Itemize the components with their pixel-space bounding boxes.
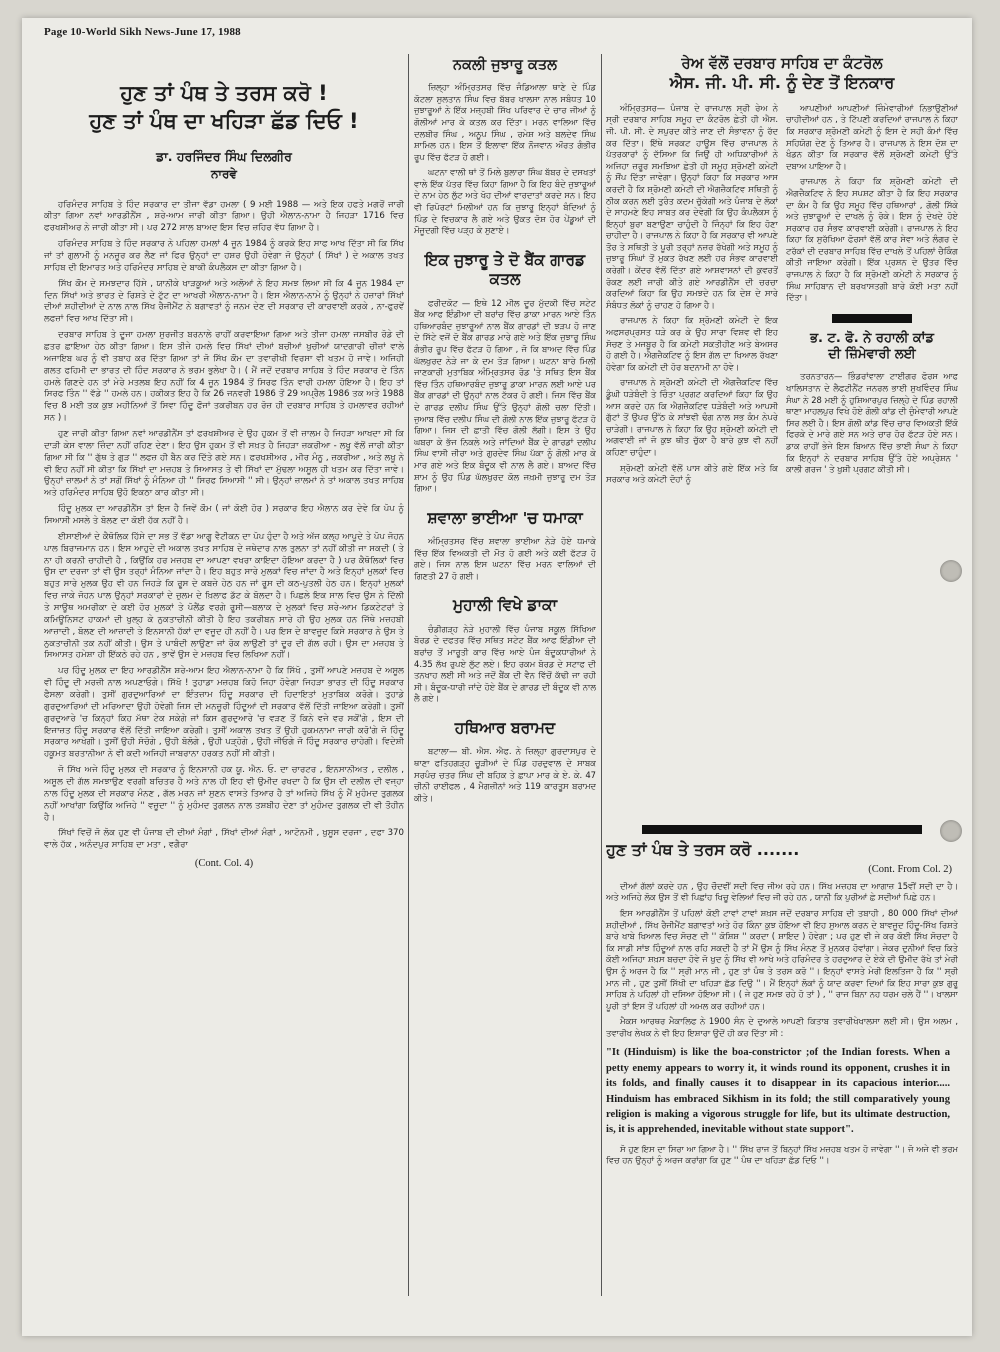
control-headline-line1: ਰੇਅ ਵੱਲੋਂ ਦਰਬਾਰ ਸਾਹਿਬ ਦਾ ਕੰਟਰੋਲ xyxy=(681,54,883,72)
bkf-headline-line1: ਭ. ਟ. ਫੋ. ਨੇ ਰਹਾਲੀ ਕਾਂਡ xyxy=(810,330,934,346)
control-subcolumn-left xyxy=(606,103,778,811)
paragraph: ਰਾਜਪਾਲ ਨੇ ਕਿਹਾ ਕਿ ਸ਼੍ਰੋਮਣੀ ਕਮੇਟੀ ਦੇ ਇਕ ਅਫਸਰਪ੍ਰਸਤ ਧੜੇ ਕਰ ਕੇ ਉਹ ਸਾਰਾ ਵਿਸ਼ਵ ਵੀ ਇਹ ਸੋਚਣ ਤੇ ਮਜਬੂਰ ਹੈ ਕਿ ਕਮੇਟੀ ਸਕਤੀਹੀਣ ਅਤੇ ਬੇਅਸਰ ਹੋ ਗਈ ਹੈ। ਐਗਜ਼ੈਕਟਿਵ ਨੂੰ ਇਸ ਗੱਲ ਦਾ ਖਿਆਲ ਰੱਖਣਾ ਹੋਵੇਗਾ ਕਿ ਕਮੇਟੀ ਦੀ ਹੋਰ ਬਦਨਾਮੀ ਨਾ ਹੋਵੇ। xyxy=(606,315,778,372)
paragraph: ਦਰਬਾਰ ਸਾਹਿਬ ਤੇ ਦੂਜਾ ਹਮਲਾ ਸੁਰਜੀਤ ਬਰਨਾਲੇ ਰਾਹੀਂ ਕਰਵਾਇਆ ਗਿਆ ਅਤੇ ਤੀਜਾ ਹਮਲਾ ਜਸਬੀਰ ਰੋਡੇ ਦੀ ਛਤਰ ਛਾਇਆ ਹੇਠ ਕੀਤਾ ਗਿਆ। ਇਸ ਤੀਜੇ ਹਮਲੇ ਵਿਚ ਸਿੱਖਾਂ ਦੀਆਂ ਬਚੀਆਂ ਖੁਚੀਆਂ ਯਾਦਗਾਰੀ ਚੀਜ਼ਾਂ ਵਾਲੇ ਅਜਾਇਬ ਘਰ ਨੂੰ ਵੀ ਤਬਾਹ ਕਰ ਦਿੱਤਾ ਗਿਆ ਤਾਂ ਜੋ ਸਿੱਖ ਕੌਮ ਦਾ ਤਵਾਰੀਖੀ ਵਿਰਸਾ ਵੀ ਖਤਮ ਹੋ ਜਾਵੇ। ਅਜਿਹੀ ਗਲਤ ਫਹਿਮੀ ਦਾ ਭਾਰਤ ਦੀ ਹਿੰਦ ਸਰਕਾਰ ਨੇ ਭਰਮ ਭੁਲੇਖਾ ਹੈ। ( ਮੈਂ ਜਦੋਂ ਦਰਬਾਰ ਸਾਹਿਬ ਤੇ ਹਿੰਦ ਸਰਕਾਰ ਦੇ ਤਿੰਨ ਹਮਲੇ ਗਿਣਦੇ ਹਨ ਤਾਂ ਮੇਰੇ ਮਤਲਬ ਇਹ ਨਹੀਂ ਕਿ 4 ਜੂਨ 1984 ਤੋਂ ਸਿਰਫ ਤਿੰਨ ਵਾਰੀ ਹਮਲਾ ਹੋਇਆ ਹੈ। ਇਹ ਤਾਂ ਸਿਰਫ ਤਿੰਨ '' ਵੱਡੇ '' ਹਮਲੇ ਹਨ। ਹਕੀਕਤ ਇਹ ਹੈ ਕਿ 26 ਜਨਵਰੀ 1986 ਤੋਂ 29 ਅਪ੍ਰੈਲ 1986 ਤਕ ਅਤੇ 1988 ਵਿਚ 8 ਮਈ ਤਕ ਕੁਝ ਮਹੀਨਿਆਂ ਤੋਂ ਸਿਵਾ ਹਿੰਦੂ ਫੌਜਾਂ ਤਕਰੀਬਨ ਹਰ ਰੋਜ਼ ਹੀ ਦਰਬਾਰ ਸਾਹਿਬ ਤੇ ਹਮਲਾਵਰ ਰਹੀਆਂ ਸਨ )। xyxy=(44,330,404,424)
newspaper-page xyxy=(22,18,972,1336)
main-headline-line1: ਹੁਣ ਤਾਂ ਪੰਥ ਤੇ ਤਰਸ ਕਰੋ ! xyxy=(120,81,328,105)
control-subcolumn-right xyxy=(786,103,958,811)
english-quote: "It (Hinduism) is like the boa-constrictor ;of the Indian forests. When a petty enemy appears to worry it, it winds round its opponent, crushes it in its folds, and finally causes it to disappear in its capacious interior..... Hinduism has embraced Sikhism in its fold; the still comparatively young religion is making a vigorous struggle for life, but its ultimate destruction, is, it is apprehended, inevitable without state support". xyxy=(606,1047,950,1136)
paragraph: ਸਿੱਖ ਕੌਮ ਦੇ ਸਮਝਦਾਰ ਹਿੱਸੇ , ਯਾਨੀਕੇ ਖਾੜਕੂਆਂ ਅਤੇ ਅਲੋਆਂ ਨੇ ਇਹ ਸਮਝ ਲਿਆ ਸੀ ਕਿ 4 ਜੂਨ 1984 ਦਾ ਦਿਨ ਸਿੱਖਾਂ ਅਤੇ ਭਾਰਤ ਦੇ ਰਿਸ਼ਤੇ ਦੇ ਟੁੱਟ ਦਾ ਆਖਰੀ ਐਲਾਨ-ਨਾਮਾ ਹੈ। ਇਸ ਐਲਾਨ-ਨਾਮੇ ਨੂੰ ਉਨ੍ਹਾਂ ਨੇ ਹਜ਼ਾਰਾਂ ਸਿੱਖਾਂ ਦੀਆਂ ਸ਼ਹੀਦੀਆਂ ਦੇ ਨਾਲ ਨਾਲ ਸਿੱਖ ਰੈਜੀਮੈਂਟ ਨੇ ਬਗਾਵਤਾਂ ਨੂੰ ਜਨਮ ਦੇਣ ਦੀ ਸਰਕਾਰ ਦੀ ਕਾਰਵਾਈ ਕਰਕੇ , ਨਾ-ਫੁਰਵੇਂ ਲਫਜ਼ਾਂ ਵਿਚ ਆਖ ਦਿੱਤਾ ਸੀ। xyxy=(44,278,404,325)
paragraph: ਆਪਣੀਆਂ ਆਪਣੀਆਂ ਜ਼ਿੰਮੇਵਾਰੀਆਂ ਨਿਭਾਉਣੀਆਂ ਚਾਹੀਦੀਆਂ ਹਨ , ਤੇ ਟਿੱਪਣੀ ਕਰਦਿਆਂ ਰਾਜਪਾਲ ਨੇ ਕਿਹਾ ਕਿ ਸਰਕਾਰ ਸ਼੍ਰੋਮਣੀ ਕਮੇਟੀ ਨੂੰ ਇਸ ਦੇ ਸਹੀ ਕੰਮਾਂ ਵਿੱਚ ਸਹਿਯੋਗ ਦੇਣ ਨੂੰ ਤਿਆਰ ਹੈ। ਰਾਜਪਾਲ ਨੇ ਇਸ ਦੋਸ਼ ਦਾ ਖੰਡਨ ਕੀਤਾ ਕਿ ਸਰਕਾਰ ਵੱਲੋਂ ਸ਼੍ਰੋਮਣੀ ਕਮੇਟੀ ਉੱਤੇ ਦਬਾਅ ਪਾਇਆ ਹੈ। xyxy=(786,102,958,171)
author-place: ਨਾਰਵੇ xyxy=(211,166,237,181)
section-bar xyxy=(642,825,922,834)
news-column xyxy=(414,54,596,1316)
paragraph: ਚੰਡੀਗੜ੍ਹ ਨੇੜੇ ਮੁਹਾਲੀ ਵਿੱਚ ਪੰਜਾਬ ਸਕੂਲ ਸਿੱਖਿਆ ਬੋਰਡ ਦੇ ਦਫਤਰ ਵਿੱਚ ਸਥਿਤ ਸਟੇਟ ਬੈਂਕ ਆਫ ਇੰਡੀਆ ਦੀ ਬਰਾਂਚ ਤੋਂ ਮਾਰੂਤੀ ਕਾਰ ਵਿੱਚ ਆਏ ਪੰਜ ਬੰਦੂਕਧਾਰੀਆਂ ਨੇ 4.35 ਲੱਖ ਰੁਪਏ ਲੁੱਟ ਲਏ। ਇਹ ਰਕਮ ਬੋਰਡ ਦੇ ਸਟਾਫ ਦੀ ਤਨਖਾਹ ਲਈ ਸੀ ਅਤੇ ਜਦੋਂ ਬੈਂਕ ਦੀ ਵੈਨ ਵਿੱਚੋਂ ਕੱਢੀ ਜਾ ਰਹੀ ਸੀ। ਬੰਦੂਕ-ਧਾਰੀ ਜਾਂਦੇ ਹੋਏ ਬੈਂਕ ਦੇ ਗਾਰਡ ਦੀ ਬੰਦੂਕ ਵੀ ਨਾਲ ਲੈ ਗਏ। xyxy=(414,623,596,704)
paragraph: ਰਾਜਪਾਲ ਨੇ ਸ਼੍ਰੋਮਣੀ ਕਮੇਟੀ ਦੀ ਐਗਜ਼ੈਕਟਿਵ ਵਿੱਚ ਡੂੰਘੀ ਧੜੇਬੰਦੀ ਤੇ ਚਿੰਤਾ ਪ੍ਰਗਟ ਕਰਦਿਆਂ ਕਿਹਾ ਕਿ ਉਹ ਆਸ ਕਰਦੇ ਹਨ ਕਿ ਐਗਜ਼ੈਕਟਿਵ ਧੜੇਬੰਦੀ ਅਤੇ ਆਪਸੀ ਗੁੱਟਾਂ ਤੋਂ ਉਪਰ ਉੱਠ ਕੇ ਸਾਂਝਵੀ ਢੰਗ ਨਾਲ ਸਭ ਕੰਮ ਨੇਪਰੇ ਚਾੜੇਗੀ। ਰਾਜਪਾਲ ਨੇ ਕਿਹਾ ਕਿ ਉਹ ਸ਼੍ਰੋਮਣੀ ਕਮੇਟੀ ਦੀ ਅਗਵਾਈ ਜਾਂ ਜੋ ਕੁਝ ਥੀਤ ਚੁੱਕਾ ਹੈ ਬਾਰੇ ਕੁਝ ਵੀ ਨਹੀਂ ਕਹਿਣਾ ਚਾਹੁੰਦਾ। xyxy=(606,377,778,457)
paragraph: ਤਰਨਤਾਰਨ— ਭਿੰਡਰਾਂਵਾਲਾ ਟਾਈਗਰ ਫੋਰਸ ਆਫ ਖਾਲਿਸਤਾਨ ਦੇ ਲੈਫਟੀਨੈਂਟ ਜਨਰਲ ਭਾਈ ਸੁਖਵਿੰਦਰ ਸਿੰਘ ਸੰਘਾ ਨੇ 28 ਮਈ ਨੂੰ ਹੁਸ਼ਿਆਰਪੁਰ ਜ਼ਿਲ੍ਹੇ ਦੇ ਪਿੰਡ ਰਹਾਲੀ ਥਾਣਾ ਮਾਹਲਪੁਰ ਵਿਖੇ ਹੋਏ ਗੋਲੀ ਕਾਂਡ ਦੀ ਜ਼ੁੰਮੇਵਾਰੀ ਆਪਣੇ ਸਿਰ ਲਈ ਹੈ। ਇਸ ਗੋਲੀ ਕਾਂਡ ਵਿੱਚ ਚਾਰ ਵਿਅਕਤੀ ਇੱਕੋ ਫਿਰਕੇ ਦੇ ਮਾਰੇ ਗਏ ਸਨ ਅਤੇ ਚਾਰ ਹੋਰ ਫੱਟੜ ਹੋਏ ਸਨ। ਡਾਕ ਰਾਹੀਂ ਭੇਜੇ ਇਸ ਬਿਆਨ ਵਿੱਚ ਭਾਈ ਸੰਘਾ ਨੇ ਕਿਹਾ ਕਿ ਇਨ੍ਹਾਂ ਨੇ ਦਰਬਾਰ ਸਾਹਿਬ ਉੱਤੇ ਹੋਏ ਅਪ੍ਰੇਸ਼ਨ ' ਕਾਲੀ ਗਰਜ ' ਤੇ ਖੁਸ਼ੀ ਪ੍ਰਗਟ ਕੀਤੀ ਸੀ। xyxy=(786,371,958,475)
headline-mohali: ਮੁਹਾਲੀ ਵਿਖੇ ਡਾਕਾ xyxy=(452,596,558,615)
paragraph: ਹੁਣ ਜਾਰੀ ਕੀਤਾ ਗਿਆ ਨਵਾਂ ਆਰਡੀਨੈਂਸ ਤਾਂ ਫਰਖਸ਼ੀਅਰ ਦੇ ਉਹ ਹੁਕਮ ਤੋਂ ਵੀ ਜ਼ਾਲਮ ਹੈ ਜਿਹੜਾ ਆਖਦਾ ਸੀ ਕਿ ਦਾੜੀ ਕੇਸ ਵਾਲਾ ਜ਼ਿੰਦਾ ਨਹੀਂ ਰਹਿਣ ਦੇਣਾ। ਇਹ ਉਸ ਹੁਕਮ ਤੋਂ ਵੀ ਸਖ਼ਤ ਹੈ ਜਿਹੜਾ ਜ਼ਕਰੀਆ - ਲਖੂ ਵੱਲੋਂ ਜਾਰੀ ਕੀਤਾ ਗਿਆ ਸੀ ਕਿ '' ਗੁੱਥ ਤੇ ਗੁੜ '' ਲਫਜ਼ ਹੀ ਬੈਨ ਕਰ ਦਿੱਤੇ ਗਏ ਸਨ। ਫਰਖਸ਼ੀਅਰ , ਮੀਰ ਮੰਨੂ , ਜ਼ਕਰੀਆ , ਅਤੇ ਲਖੂ ਨੇ ਵੀ ਇਹ ਨਹੀਂ ਸੀ ਕੀਤਾ ਕਿ ਸਿੱਖਾਂ ਦਾ ਮਜ਼ਹਬ ਤੇ ਸਿਆਸਤ ਤੇ ਵੀ ਸਿੱਖਾਂ ਦਾ ਮੁੱਢਲਾ ਅਸੂਲ ਹੀ ਖਤਮ ਕਰ ਦਿੱਤਾ ਜਾਵੇ। ਉਨ੍ਹਾਂ ਜ਼ਾਲਮਾਂ ਨੇ ਤਾਂ ਸਗੋਂ ਸਿੱਖਾਂ ਨੂੰ ਮੰਨਿਆ ਹੀ '' ਸਿਰਫ ਸਿਆਸੀ '' ਸੀ। ਉਨ੍ਹਾਂ ਜ਼ਾਲਮਾਂ ਨੇ ਤਾਂ ਅਕਾਲ ਤਖਤ ਸਾਹਿਬ ਅਤੇ ਹਰਿਮੰਦਰ ਸਾਹਿਬ ਉਹੋ ਇਕਠਾ ਕਾਰ ਕੀਤਾ ਸੀ। xyxy=(44,428,404,499)
column-rule xyxy=(408,54,409,1296)
control-subcolumns xyxy=(606,103,958,811)
headline-bank: ਇਕ ਜੁਝਾਰੂ ਤੇ ਦੋ ਬੈਂਕ ਗਾਰਡ ਕਤਲ xyxy=(424,250,586,289)
paragraph: ਰਾਜਪਾਲ ਨੇ ਕਿਹਾ ਕਿ ਸ਼੍ਰੋਮਣੀ ਕਮੇਟੀ ਦੀ ਐਗਜ਼ੈਕਟਿਵ ਨੇ ਇਹ ਸਪਸ਼ਟ ਕੀਤਾ ਹੈ ਕਿ ਇਹ ਸਰਕਾਰ ਦਾ ਕੰਮ ਹੈ ਕਿ ਉਹ ਸਮੂਹ ਵਿੱਚ ਹਥਿਆਰਾਂ , ਗੋਲੀ ਸਿੱਕੇ ਅਤੇ ਜੁਝਾਰੂਆਂ ਦੇ ਦਾਖਲੇ ਨੂੰ ਰੋਕੇ। ਇਸ ਨੂੰ ਦੇਖਦੇ ਹੋਏ ਸਰਕਾਰ ਹਰ ਸੰਭਵ ਕਾਰਵਾਈ ਕਰੇਗੀ। ਰਾਜਪਾਲ ਨੇ ਇਹ ਕਿਹਾ ਕਿ ਸੁਰੱਖਿਆ ਫੋਰਸਾਂ ਵੱਲੋਂ ਕਾਰ ਸੇਵਾ ਅਤੇ ਲੰਗਰ ਦੇ ਟਰੱਕਾਂ ਦੀ ਦਰਬਾਰ ਸਾਹਿਬ ਵਿੱਚ ਦਾਖਲੇ ਤੋਂ ਪਹਿਲਾਂ ਚੈਕਿੰਗ ਕੀਤੀ ਜਾਇਆ ਕਰੇਗੀ। ਇੱਕ ਪ੍ਰਸ਼ਨ ਦੇ ਉਤਰ ਵਿੱਚ ਰਾਜਪਾਲ ਨੇ ਕਿਹਾ ਹੈ ਕਿ ਸ਼੍ਰੋਮਣੀ ਕਮੇਟੀ ਨੇ ਸਰਕਾਰ ਨੂੰ ਸਿੰਘ ਸਾਹਿਬਾਨ ਦੀ ਬਰਖਾਸਤਗੀ ਬਾਰੇ ਕੋਈ ਮਤਾ ਨਹੀਂ ਦਿੱਤਾ। xyxy=(786,176,958,303)
headline-arms: ਹਥਿਆਰ ਬਰਾਮਦ xyxy=(454,718,556,737)
paragraph: ਹਿੰਦੂ ਮੁਲਕ ਦਾ ਆਰਡੀਨੈਂਸ ਤਾਂ ਇਜ ਹੈ ਜਿਵੇਂ ਕੌਮ ( ਜਾਂ ਕੋਈ ਹੋਰ ) ਸਰਕਾਰ ਇਹ ਐਲਾਨ ਕਰ ਦੇਵੇ ਕਿ ਪੋਪ ਨੂੰ ਸਿਆਸੀ ਮਸਲੇ ਤੇ ਬੋਲਣ ਦਾ ਕੋਈ ਹੱਕ ਨਹੀਂ ਹੈ। xyxy=(44,504,404,526)
binder-hole xyxy=(940,820,962,842)
control-article xyxy=(606,54,958,1316)
section-bar xyxy=(832,314,912,323)
author-byline: ਡਾ. ਹਰਜਿੰਦਰ ਸਿੰਘ ਦਿਲਗੀਰ xyxy=(156,148,292,164)
page-folio: Page 10-World Sikh News-June 17, 1988 xyxy=(44,26,241,38)
paragraph: ਇਸ ਆਰਡੀਨੈਂਸ ਤੋਂ ਪਹਿਲਾਂ ਕੋਈ ਟਾਵਾਂ ਟਾਵਾਂ ਸ਼ਖ਼ਸ ਜਦੋਂ ਦਰਬਾਰ ਸਾਹਿਬ ਦੀ ਤਬਾਹੀ , 80 000 ਸਿੱਖਾਂ ਦੀਆਂ ਸ਼ਹੀਦੀਆਂ , ਸਿੱਖ ਰੈਜੀਮੈਂਟ ਬਗਾਵਤਾਂ ਅਤੇ ਹੋਰ ਕਿੰਨਾ ਕੁਝ ਹੋਇਆ ਵੀ ਇਹ ਸੁਆਲ ਕਰਨ ਦੇ ਬਾਵਜੂਦ ਹਿੰਦੂ-ਸਿੱਖ ਰਿਸ਼ਤੇ ਬਾਰੇ ਖਾਬੇ ਖਿਆਲ ਵਿਚ ਸੋਚਣ ਦੀ '' ਕੋਸ਼ਿਸ਼ '' ਕਰਦਾ ( ਸ਼ਾਇਦ ) ਹੋਵੇਗਾ ; ਪਰ ਹੁਣ ਵੀ ਜੇ ਕਰ ਕੋਈ ਸਿੱਖ ਸੋਚਦਾ ਹੈ ਕਿ ਸਾਡੀ ਸਾਂਝ ਹਿੰਦੂਆਂ ਨਾਲ ਰਹਿ ਸਕਦੀ ਹੈ ਤਾਂ ਮੈਂ ਉਸ ਨੂੰ ਸਿੱਖ ਮੰਨਣ ਤੋਂ ਮੁਨਕਰ ਹੋਵਾਂਗਾ। ਜੇਕਰ ਦੁਨੀਆਂ ਵਿਚ ਕਿਤੇ ਕੋਈ ਅਜਿਹਾ ਸ਼ਖ਼ਸ ਬਚਦਾ ਹੋਵੇ ਜੋ ਖੁਦ ਨੂੰ ਸਿੱਖ ਵੀ ਆਖੇ ਅਤੇ ਹਰਿਮੰਦਰ ਤੇ ਹਰਦੁਆਰ ਦੇ ਏਕੇ ਦੀ ਉਮੀਦ ਰੱਖੇ ਤਾਂ ਮੇਰੀ ਉਸ ਨੂੰ ਅਰਜ ਹੈ ਕਿ '' ਸ੍ਰੀ ਮਾਨ ਜੀ , ਹੁਣ ਤਾਂ ਪੰਥ ਤੇ ਤਰਸ ਕਰੋ ''। ਇਨ੍ਹਾਂ ਵਾਸਤੇ ਮੇਰੀ ਇਲਤਿਜਾ ਹੈ ਕਿ '' ਸ੍ਰੀ ਮਾਨ ਜੀ , ਹੁਣ ਤੁਸੀਂ ਸਿੱਖੀ ਦਾ ਖਹਿੜਾ ਛੱਡ ਦਿਉ ''। ਮੈਂ ਇਨ੍ਹਾਂ ਲੋਕਾਂ ਨੂੰ ਯਾਦ ਕਰਵਾ ਦਿਆਂ ਕਿ ਇਹ ਸਾਰਾ ਕੁਝ ਗੁਰੂ ਸਾਹਿਬ ਨੇ ਪਹਿਲਾਂ ਹੀ ਦਸਿਆ ਹੋਇਆ ਸੀ। ( ਜੇ ਹੁਣ ਸਮਝ ਰਹੇ ਹੋ ਤਾਂ ) , '' ਰਾਜ ਬਿਨਾ ਨਹ ਧਰਮ ਚਲੇ ਹੈਂ ''। ਖਾਲਸਾ ਪੂਰੀ ਤਾਂ ਇਸ ਤੋਂ ਪਹਿਲਾਂ ਹੀ ਅਮਲ ਕਰ ਰਹੀਆਂ ਹਨ। xyxy=(606,907,958,1011)
paragraph: ਸੋ ਹੁਣ ਇਸ ਦਾ ਸਿਰਾ ਆ ਗਿਆ ਹੈ। '' ਸਿੱਖ ਰਾਜ ਤੋਂ ਬਿਨ੍ਹਾਂ ਸਿੱਖ ਮਜ਼ਹਬ ਖਤਮ ਹੋ ਜਾਵੇਗਾ ''। ਜੋ ਅਜੇ ਵੀ ਭਰਮ ਵਿਚ ਹਨ ਉਨ੍ਹਾਂ ਨੂੰ ਅਰਜ ਕਰਾਂਗਾ ਕਿ ਹੁਣ '' ਪੰਥ ਦਾ ਖਹਿੜਾ ਛੱਡ ਦਿਓ ''। xyxy=(606,1143,958,1166)
paragraph: ਸ਼੍ਰੋਮਣੀ ਕਮੇਟੀ ਵੱਲੋਂ ਪਾਸ ਕੀਤੇ ਗਏ ਇੱਕ ਮਤੇ ਕਿ ਸਰਕਾਰ ਅਤੇ ਕਮੇਟੀ ਦੋਹਾਂ ਨੂੰ xyxy=(606,462,778,485)
paragraph: ਈਸਾਈਆਂ ਦੇ ਕੈਥੋਲਿਕ ਹਿੱਸੇ ਦਾ ਸਭ ਤੋਂ ਵੱਡਾ ਆਗੂ ਵੈਟੀਕਨ ਦਾ ਪੋਪ ਹੁੰਦਾ ਹੈ ਅਤੇ ਅੱਜ ਕਲ੍ਹ ਆਪੂਦੇ ਤੇ ਪੋਪ ਜੋਹਨ ਪਾਲ ਬਿਰਾਜਮਾਨ ਹਨ। ਇਸ ਆਹੁਦੇ ਦੀ ਅਕਾਲ ਤਖਤ ਸਾਹਿਬ ਦੇ ਜਥੇਦਾਰ ਨਾਲ ਤੁਲਨਾ ਤਾਂ ਨਹੀਂ ਕੀਤੀ ਜਾ ਸਕਦੀ ( ਤੇ ਨਾ ਹੀ ਕਰਨੀ ਚਾਹੀਦੀ ਹੈ , ਕਿਉਂਕਿ ਹਰ ਮਜ਼ਹਬ ਦਾ ਆਪਣਾ ਵਖਰਾ ਕਾਇਦਾ ਹੋਇਆ ਕਰਦਾ ਹੈ ) ਪਰ ਕੈਥੋਲਿਕਾਂ ਵਿਚ ਉਸ ਦਾ ਦਰਜਾ ਤਾਂ ਵੀ ਉਸ ਤਰ੍ਹਾਂ ਮੰਨਿਆ ਜਾਂਦਾ ਹੈ। ਇਹ ਬਹੁਤ ਸਾਰੇ ਮੁਲਕਾਂ ਵਿਚ ਜਾਂਦਾ ਹੈ ਅਤੇ ਇਨ੍ਹਾਂ ਮੁਲਕਾਂ ਵਿਚ ਬਹੁਤ ਸਾਰੇ ਮੁਲਕ ਉਹ ਵੀ ਹਨ ਜਿਹੜੇ ਕਿ ਰੂਸ ਦੇ ਕਬਜ਼ੇ ਹੇਠ ਹਨ ਜਾਂ ਰੂਸ ਦੀ ਕਠ-ਪੁਤਲੀ ਹੇਠ ਹਨ। ਇਨ੍ਹਾਂ ਮੁਲਕਾਂ ਵਿਚ ਜਾਕੇ ਜੋਹਨ ਪਾਲ ਉਨ੍ਹਾਂ ਸਰਕਾਰਾਂ ਦੇ ਜ਼ੁਲਮ ਦੇ ਖ਼ਿਲਾਫ ਡੱਟ ਕੇ ਬੋਲਦਾ ਹੈ। ਪਿਛਲੇ ਇਕ ਸਾਲ ਵਿਚ ਉਸ ਨੇ ਦਿੱਲੀ ਤੇ ਸਾਊਥ ਅਮਰੀਕਾ ਦੇ ਕਈ ਹੋਰ ਮੁਲਕਾਂ ਤੇ ਪੋਲੈਂਡ ਵਰਗੇ ਰੂਸੀ—ਬਲਾਕ ਦੇ ਮੁਲਕਾਂ ਵਿਚ ਸ਼ਰੇ-ਆਮ ਡਿਕਟੇਟਰਾਂ ਤੇ ਕਮਿਊਨਿਸਟ ਹਾਕਮਾਂ ਦੀ ਖੁਲ੍ਹ ਕੇ ਨੁਕਤਾਚੀਨੀ ਕੀਤੀ ਹੈ ਇਹ ਤਕਰੀਬਨ ਸਾਰੇ ਹੀ ਉਹ ਮੁਲਕ ਹਨ ਜਿੱਥੇ ਮਜ਼ਹਬੀ ਆਜ਼ਾਦੀ , ਬੋਲਣ ਦੀ ਆਜ਼ਾਦੀ ਤੇ ਇਨਸਾਨੀ ਹੱਕਾਂ ਦਾ ਵਜੂਦ ਹੀ ਨਹੀਂ ਹੈ। ਪਰ ਇਸ ਦੇ ਬਾਵਜੂਦ ਕਿਸੇ ਸਰਕਾਰ ਨੇ ਉਸ ਤੇ ਨੁਕਤਾਚੀਨੀ ਤਕ ਨਹੀਂ ਕੀਤੀ। ਉਸ ਤੇ ਪਾਬੰਦੀ ਲਾਉਣਾ ਜਾਂ ਰੋਕ ਲਾਉਣੀ ਤਾਂ ਦੂਰ ਦੀ ਗੱਲ ਰਹੀ। ਉਸ ਦਾ ਮਜ਼ਹਬ ਤੇ ਸਿਆਸਤ ਹਮੇਸ਼ਾ ਹੀ ਇੱਕਠੇ ਰਹੇ ਹਨ , ਭਾਵੇਂ ਉਸ ਦੇ ਮਜ਼ਹਬ ਵਿਚ ਲਿਖਿਆ ਨਹੀਂ। xyxy=(44,531,404,661)
paragraph: ਦੀਆਂ ਗੱਲਾਂ ਕਰਦੇ ਹਨ , ਉਹ ਚੌਦਵੀਂ ਸਦੀ ਵਿਚ ਜੀਅ ਰਹੇ ਹਨ। ਸਿੱਖ ਮਜ਼ਹਬ ਦਾ ਆਗਾਜ਼ 15ਵੀਂ ਸਦੀ ਦਾ ਹੈ। ਅਤੇ ਅਜਿਹੇ ਲੋਕ ਉਸ ਤੋਂ ਵੀ ਪਿਛਾਂਹ ਖਿਚੂ ਵੇਲਿਆਂ ਵਿਚ ਜੀ ਰਹੇ ਹਨ , ਯਾਨੀ ਕਿ ਪੁਰੀਆਂ ਛੇ ਸਦੀਆਂ ਪਿਛੇ ਹਨ। xyxy=(606,880,958,903)
paragraph: ਅੰਮ੍ਰਿਤਸਰ ਵਿੱਚ ਸ਼ਵਾਲਾ ਭਾਈਆ ਨੇੜੇ ਹੋਏ ਧਮਾਕੇ ਵਿੱਚ ਇੱਕ ਵਿਅਕਤੀ ਦੀ ਮੌਤ ਹੋ ਗਈ ਅਤੇ ਕਈ ਫੱਟੜ ਹੋ ਗਏ। ਜਿਸ ਨਾਲ ਇਸ ਘਟਨਾ ਵਿੱਚ ਮਰਨ ਵਾਲਿਆਂ ਦੀ ਗਿਣਤੀ 27 ਹੋ ਗਈ। xyxy=(414,536,596,581)
paragraph: ਮੈਕਸ ਆਰਥਰ ਮੈਕਾਲਿਫ ਨੇ 1900 ਸੰਨ ਦੇ ਦੁਆਲੇ ਆਪਣੀ ਕਿਤਾਬ ਤਵਾਰੀਖੇਖਾਲਸਾ ਲਈ ਸੀ। ਉਸ ਅਲਮ , ਤਵਾਰੀਖ ਲੇਖਕ ਨੇ ਵੀ ਇਹ ਇਸ਼ਾਰਾ ਉਦੋਂ ਹੀ ਕਰ ਦਿੱਤਾ ਸੀ : xyxy=(606,1016,958,1038)
column-rule xyxy=(601,54,602,1296)
continuation-headline: ਹੁਣ ਤਾਂ ਪੰਥ ਤੇ ਤਰਸ ਕਰੋ ....... xyxy=(606,839,800,859)
paragraph: ਜੋ ਸਿੱਖ ਅਜੇ ਹਿੰਦੂ ਮੁਲਕ ਦੀ ਸਰਕਾਰ ਨੂੰ ਇਨਸਾਨੀ ਹਕ ਯੂ. ਐਨ. ਓ. ਦਾ ਚਾਰਟਰ , ਇਨਸਾਨੀਅਤ , ਦਲੀਲ , ਅਸੂਲ ਦੀ ਗੱਲ ਸਮਝਾਉਣ ਵਰਗੀ ਬਚਿਤਰ ਹੈ ਅਤੇ ਨਾਲ ਹੀ ਇਹ ਵੀ ਉਮੀਦ ਰਖਦਾ ਹੈ ਕਿ ਉਸ ਦੀ ਦਲੀਲ ਦੀ ਵਜ੍ਹਾ ਨਾਲ ਹਿੰਦੂ ਮੁਲਕ ਦੀ ਸਰਕਾਰ ਮੰਨਣ , ਗੱਲ ਮਰਨ ਜਾਂ ਸੁਣਨ ਵਾਸਤੇ ਤਿਆਰ ਹੈ ਤਾਂ ਅਜਿਹੇ ਸਿੱਖ ਨੂੰ ਮੈਂ ਮੁਹੰਮਦ ਤੁਗਲਕ ਨਹੀਂ ਆਖਾਂਗਾ ਕਿਉਂਕਿ ਅਜਿਹੇ '' ਵਜ਼ੂਦਾ '' ਨੂੰ ਮੁਹੰਮਦ ਤੁਗਲਨ ਨਾਲ ਤਸ਼ਬੀਹ ਦੇਣਾ ਤਾਂ ਮੁਹੰਮਦ ਤੁਗਲਕ ਦੀ ਵੀ ਤੌਹੀਨ ਹੈ। xyxy=(44,765,404,823)
paragraph: ਸਿੱਖਾਂ ਵਿਚੋਂ ਜੋ ਲੋਕ ਹੁਣ ਵੀ ਪੰਜਾਬ ਦੀ ਦੀਆਂ ਮੰਗਾਂ , ਸਿੱਖਾਂ ਦੀਆਂ ਮੰਗਾਂ , ਆਟੋਨਮੀ , ਖੁਸੂਸ ਦਰਜਾ , ਦਫਾ 370 ਵਾਲੇ ਹੱਕ , ਅਨੰਦਪੁਰ ਸਾਹਿਬ ਦਾ ਮਤਾ , ਵਗੈਰਾ xyxy=(44,828,404,851)
paragraph: ਅੰਮ੍ਰਿਤਸਰ— ਪੰਜਾਬ ਦੇ ਰਾਜਪਾਲ ਸ੍ਰੀ ਰੇਅ ਨੇ ਸ੍ਰੀ ਦਰਬਾਰ ਸਾਹਿਬ ਸਮੂਹ ਦਾ ਕੰਟਰੋਲ ਛੇਤੀ ਹੀ ਐਸ. ਜੀ. ਪੀ. ਸੀ. ਦੇ ਸਪੁਰਦ ਕੀਤੇ ਜਾਣ ਦੀ ਸੰਭਾਵਨਾ ਨੂੰ ਰੱਦ ਕਰ ਦਿੱਤਾ। ਇੱਥੇ ਸਰਕਟ ਹਾਊਸ ਵਿੱਚ ਰਾਜਪਾਲ ਨੇ ਪੱਤਰਕਾਰਾਂ ਨੂੰ ਦੱਸਿਆ ਕਿ ਜਿਉਂ ਹੀ ਅਧਿਕਾਰੀਆਂ ਨੇ ਅਜਿਹਾ ਜ਼ਰੂਰ ਸਮਝਿਆ ਛੇਤੀ ਹੀ ਸਮੂਹ ਸ਼੍ਰੋਮਣੀ ਕਮੇਟੀ ਨੂੰ ਸੌਂਪ ਦਿੱਤਾ ਜਾਵੇਗਾ। ਉਨ੍ਹਾਂ ਕਿਹਾ ਕਿ ਸਰਕਾਰ ਆਸ ਕਰਦੀ ਹੈ ਕਿ ਸ਼੍ਰੋਮਣੀ ਕਮੇਟੀ ਦੀ ਐਗਜ਼ੈਕਟਿਵ ਸਥਿਤੀ ਨੂੰ ਠੀਕ ਕਰਨ ਲਈ ਤੁਰੰਤ ਕਦਮ ਚੁੱਕੇਗੀ ਅਤੇ ਪੰਜਾਬ ਦੇ ਲੋਕਾਂ ਦੇ ਸਾਹਮਣੇ ਇਹ ਸਾਬਤ ਕਰ ਦੇਵੇਗੀ ਕਿ ਉਹ ਕੰਪਲੈਕਸ ਨੂੰ ਇਨ੍ਹਾਂ ਬੁਰਾ ਬਣਾਉਣਾ ਚਾਹੁੰਦੀ ਹੈ ਜਿੰਨ੍ਹਾਂ ਕਿ ਇਹ ਹੋਣਾ ਚਾਹੀਦਾ ਹੈ। ਰਾਜਪਾਲ ਨੇ ਕਿਹਾ ਹੈ ਕਿ ਸਰਕਾਰ ਵੀ ਆਪਣੇ ਤੌਰ ਤੇ ਸਥਿਤੀ ਤੇ ਪੂਰੀ ਤਰ੍ਹਾਂ ਨਜ਼ਰ ਰੱਖੇਗੀ ਅਤੇ ਸਮੂਹ ਨੂੰ ਜੁਝਾਰੂ ਸਿੰਘਾਂ ਤੋਂ ਮੁਕਤ ਰੱਖਣ ਲਈ ਹਰ ਸੰਭਵ ਕਾਰਵਾਈ ਕਰੇਗੀ। ਕੇਂਦਰ ਵੱਲੋਂ ਦਿੱਤਾ ਗਏ ਆਸ਼ਵਾਸਨਾਂ ਦੀ ਕੁਵਰਤੋਂ ਰੋਕਣ ਲਈ ਜਾਰੀ ਕੀਤੇ ਗਏ ਆਰਡੀਨੈਂਸ ਦੀ ਚਰਚਾ ਕਰਦਿਆਂ ਕਿਹਾ ਕਿ ਉਹ ਸਮਝਦੇ ਹਨ ਕਿ ਦੇਸ਼ ਦੇ ਸਾਰੇ ਸੰਬੰਧਤ ਲੋਕਾਂ ਨੂੰ ਚਾਹਣ ਹੋ ਗਿਆ ਹੈ। xyxy=(606,102,778,310)
paragraph: ਜ਼ਿਲ੍ਹਾ ਅੰਮ੍ਰਿਤਸਰ ਵਿੱਚ ਜੰਡਿਆਲਾ ਥਾਣੇ ਦੇ ਪਿੰਡ ਕੋਟਲਾ ਸੁਲਤਾਨ ਸਿੰਘ ਵਿਚ ਬੱਬਰ ਖਾਲਸਾ ਨਾਲ ਸਬੰਧਤ 10 ਜੁਝਾਰੂਆਂ ਨੇ ਇੱਕ ਮਜ਼੍ਹਬੀ ਸਿੱਖ ਪਰਿਵਾਰ ਦੇ ਚਾਰ ਜੀਆਂ ਨੂੰ ਗੋਲੀਆਂ ਮਾਰ ਕੇ ਕਤਲ ਕਰ ਦਿੱਤਾ। ਮਰਨ ਵਾਲਿਆ ਵਿੱਚ ਦਲਬੀਰ ਸਿੰਘ , ਅਨੂਪ ਸਿੰਘ , ਰਮੇਸ਼ ਅਤੇ ਬਲਦੇਵ ਸਿੰਘ ਸ਼ਾਮਿਲ ਹਨ। ਇਸ ਤੋਂ ਇਲਾਵਾ ਇੱਕ ਨੌਜਵਾਨ ਔਰਤ ਗੰਭੀਰ ਰੂਪ ਵਿੱਚ ਫੱਟੜ ਹੋ ਗਈ। xyxy=(414,82,596,162)
continued-note: (Cont. Col. 4) xyxy=(194,858,254,870)
control-headline-line2: ਐਸ. ਜੀ. ਪੀ. ਸੀ. ਨੂੰ ਦੇਣ ਤੋਂ ਇਨਕਾਰ xyxy=(669,72,895,92)
paragraph: ਘਟਨਾ ਵਾਲੀ ਥਾਂ ਤੋਂ ਮਿਲੇ ਬੁਲਾਰਾ ਸਿੰਘ ਬੱਬਰ ਦੇ ਦਸਖਤਾਂ ਵਾਲੇ ਇੱਕ ਪੱਤਰ ਵਿੱਚ ਕਿਹਾ ਗਿਆ ਹੈ ਕਿ ਇਹ ਬੰਦੇ ਜੁਝਾਰੂਆਂ ਦੇ ਨਾਮ ਹੇਠ ਲੁੱਟ ਅਤੇ ਖੋਹ ਦੀਆਂ ਵਾਰਦਾਤਾਂ ਕਰਦੇ ਸਨ। ਇਹ ਵੀ ਰਿਪੋਰਟਾਂ ਮਿਲੀਆਂ ਹਨ ਕਿ ਜੁਝਾਰੂ ਇਨ੍ਹਾਂ ਬੰਦਿਆਂ ਨੂੰ ਪਿੰਡ ਦੇ ਵਿਚਕਾਰ ਲੈ ਗਏ ਅਤੇ ਉਕਤ ਦੋਸ਼ ਹੋਰ ਪੇਂਡੂਆਂ ਦੀ ਮੌਜੂਦਗੀ ਵਿੱਚ ਪੜ੍ਹ ਕੇ ਸੁਣਾਏ। xyxy=(414,167,596,236)
paragraph: ਫਰੀਦਕੋਟ — ਇਥੇ 12 ਮੀਲ ਦੂਰ ਮੁੱਦਕੀ ਵਿੱਚ ਸਟੇਟ ਬੈਂਕ ਆਫ ਇੰਡੀਆ ਦੀ ਬਰਾਂਚ ਵਿੱਚ ਡਾਕਾ ਮਾਰਨ ਆਏ ਤਿੰਨ ਹਥਿਆਰਬੰਦ ਜੁਝਾਰੂਆਂ ਨਾਲ ਬੈਂਕ ਗਾਰਡਾਂ ਦੀ ਝੜਪ ਹੋ ਜਾਣ ਦੇ ਸਿੱਟੇ ਵਜੋਂ ਦੋ ਬੈਂਕ ਗਾਰਡ ਮਾਰੇ ਗਏ ਅਤੇ ਇੱਕ ਜੁਝਾਰੂ ਸਿੰਘ ਗੰਭੀਰ ਰੂਪ ਵਿੱਚ ਫੱਟੜ ਹੋ ਗਿਆ , ਜੋ ਕਿ ਬਾਅਦ ਵਿੱਚ ਪਿੰਡ ਘੱਲਖੁਰਦ ਨੇੜੇ ਜਾ ਕੇ ਦਮ ਤੋੜ ਗਿਆ। ਘਟਨਾ ਬਾਰੇ ਮਿਲੀ ਜਾਣਕਾਰੀ ਮੁਤਾਬਿਕ ਅੰਮ੍ਰਿਤਸਰ ਰੋਡ 'ਤੇ ਸਥਿਤ ਇਸ ਬੈਂਕ ਵਿੱਚ ਤਿੰਨ ਹਥਿਆਰਬੰਦ ਜੁਝਾਰੂ ਡਾਕਾ ਮਾਰਨ ਲਈ ਆਏ ਪਰ ਬੈਂਕ ਗਾਰਡਾਂ ਦੀ ਉਨ੍ਹਾਂ ਨਾਲ ਟੱਕਰ ਹੋ ਗਈ। ਜਿਸ ਵਿੱਚ ਬੈਂਕ ਦੇ ਗਾਰਡ ਦਲੀਪ ਸਿੰਘ ਉੱਤੇ ਉਨ੍ਹਾਂ ਗੋਲੀ ਚਲਾ ਦਿੱਤੀ। ਜੁਆਬ ਵਿੱਚ ਦਲੀਪ ਸਿੰਘ ਦੀ ਗੋਲੀ ਨਾਲ ਇੱਕ ਜੁਝਾਰੂ ਫੱਟੜ ਹੋ ਗਿਆ। ਜਿਸ ਦੀ ਛਾਤੀ ਵਿੱਚ ਗੋਲੀ ਲੱਗੀ। ਇਸ ਤੇ ਉਹ ਘਬਰਾ ਕੇ ਭੱਜ ਨਿਕਲੇ ਅਤੇ ਜਾਂਦਿਆਂ ਬੈਂਕ ਦੇ ਗਾਰਡਾਂ ਦਲੀਪ ਸਿੰਘ ਵਾਸੀ ਜ਼ੀਰਾ ਅਤੇ ਗੁਰਦੇਵ ਸਿੰਘ ਪੱਕਾ ਨੂੰ ਗੋਲੀ ਮਾਰ ਕੇ ਮਾਰ ਗਏ ਅਤੇ ਇਕ ਬੰਦੂਕ ਵੀ ਨਾਲ ਲੈ ਗਏ। ਬਾਅਦ ਵਿੱਚ ਸ਼ਾਮ ਨੂੰ ਉਹ ਪਿੰਡ ਘੱਲਖੁਰਦ ਕੋਲ ਜਖ਼ਮੀ ਜੁਝਾਰੂ ਦਮ ਤੋੜ ਗਿਆ। xyxy=(414,297,596,494)
binder-hole xyxy=(940,560,962,582)
paragraph: ਪਰ ਹਿੰਦੂ ਮੁਲਕ ਦਾ ਇਹ ਆਰਡੀਨੈਂਸ ਸ਼ਰੇ-ਆਮ ਇਹ ਐਲਾਨ-ਨਾਮਾ ਹੈ ਕਿ ਸਿੱਖੋ , ਤੁਸੀਂ ਆਪਣੇ ਮਜ਼ਹਬ ਦੇ ਅਸੂਲ ਵੀ ਹਿੰਦੂ ਦੀ ਮਰਜ਼ੀ ਨਾਲ ਅਪਣਾਓਗੇ। ਸਿੱਖੋ ! ਤੁਹਾਡਾ ਮਜ਼ਹਬ ਕਿਹੋ ਜਿਹਾ ਹੋਵੇਗਾ ਜਿਹੜਾ ਭਾਰਤ ਦੀ ਹਿੰਦੂ ਸਰਕਾਰ ਫੈਸਲਾ ਕਰੇਗੀ। ਤੁਸੀਂ ਗੁਰਦੁਆਰਿਆਂ ਦਾ ਇੰਤਜ਼ਾਮ ਹਿੰਦੂ ਸਰਕਾਰ ਦੀ ਹਿਦਾਇਤਾਂ ਮੁਤਾਬਿਕ ਕਰੋਗੇ। ਤੁਹਾਡੇ ਗੁਰਦੁਆਰਿਆਂ ਦੀ ਮਰਿਆਦਾ ਉਹੀ ਹੋਵੇਗੀ ਜਿਸ ਦੀ ਮਨਜ਼ੂਰੀ ਹਿੰਦੂਆਂ ਦੀ ਸਰਕਾਰ ਵੱਲੋਂ ਦਿੱਤੀ ਜਾਇਆ ਕਰੇਗੀ। ਤੁਸੀਂ ਗੁਰਦੁਆਰੇ 'ਚ ਕਿਨ੍ਹਾਂ ਕਿਹ ਮੱਥਾ ਟੇਕ ਸਕੇਗੇ ਜਾਂ ਕਿਸ ਗੁਰਦੁਆਰੇ 'ਚ ਵੜਣ ਤੋਂ ਕਿਨੇ ਵਜੇ ਵਰ ਸਕੋਂ'ਗੇ , ਇਸ ਦੀ ਇਜਾਜ਼ਤ ਹਿੰਦੂ ਸਰਕਾਰ ਵੱਲੋਂ ਦਿੱਤੀ ਜਾਇਆ ਕਰੇਗੀ। ਤੁਸੀਂ ਅਕਾਲ ਤਖਤ ਤੋਂ ਉਹੀ ਹੁਕਮਨਾਮਾ ਜਾਰੀ ਕਰੋ'ਗੇ ਜੋ ਹਿੰਦੂ ਸਰਕਾਰ ਆਖੇਗੀ। ਤੁਸੀਂ ਉਹੀ ਸੋਚੋਗੇ , ਉਹੀ ਬੋਲੋਗੇ , ਉਹੀ ਪੜ੍ਹੋਗੇ , ਉਹੀ ਜੀਓਗੇ ਜੋ ਹਿੰਦੂ ਸਰਕਾਰ ਚਾਹੇਗੀ। ਵਿਦੇਸ਼ੀ ਹਕੂਮਤ ਬਰਤਾਨੀਆ ਨੇ ਵੀ ਕਦੀ ਅਜਿਹੀ ਜਾਬਰਾਨਾ ਹਰਕਤ ਨਹੀਂ ਸੀ ਕੀਤੀ। xyxy=(44,666,404,760)
paragraph: ਬਟਾਲਾ— ਬੀ. ਐਸ. ਐਫ. ਨੇ ਜ਼ਿਲ੍ਹਾ ਗੁਰਦਾਸਪੁਰ ਦੇ ਥਾਣਾ ਫਤਿਹਗੜ੍ਹ ਚੂੜੀਆਂ ਦੇ ਪਿੰਡ ਹਰਦੁਵਾਲ ਦੇ ਸਾਬਕ ਸਰਪੰਚ ਚਤਰ ਸਿੰਘ ਦੀ ਬਹਿਕ ਤੇ ਛਾਪਾ ਮਾਰ ਕੇ ਏ. ਕੇ. 47 ਚੀਨੀ ਰਾਈਫਲ , 4 ਮੈਗਜ਼ੀਨਾਂ ਅਤੇ 119 ਕਾਰਤੂਸ ਬਰਾਮਦ ਕੀਤੇ। xyxy=(414,746,596,803)
continued-from-note: (Cont. From Col. 2) xyxy=(868,863,952,875)
paragraph: ਹਰਿਮੰਦਰ ਸਾਹਿਬ ਤੇ ਹਿੰਦ ਸਰਕਾਰ ਦਾ ਤੀਜਾ ਵੱਡਾ ਹਮਲਾ ( 9 ਮਈ 1988 — ਅਤੇ ਇਕ ਹਫਤੇ ਮਗਰੋਂ ਜਾਰੀ ਕੀਤਾ ਗਿਆ ਨਵਾਂ ਆਰਡੀਨੈਂਸ , ਸ਼ਰੇ-ਆਮ ਜਾਰੀ ਕੀਤਾ ਗਿਆ। ਉਹੀ ਐਲਾਨ-ਨਾਮਾ ਹੈ ਜਿਹੜਾ 1716 ਵਿਚ ਫਰਖਸ਼ੀਅਰ ਨੇ ਜਾਰੀ ਕੀਤਾ ਸੀ। ਪਰ 272 ਸਾਲ ਬਾਅਦ ਇਸ ਵਿਚ ਜ਼ਹਿਰ ਵੱਧ ਗਿਆ ਹੈ। xyxy=(44,199,404,234)
main-article xyxy=(44,54,404,1314)
paragraph: ਹਰਿਮੰਦਰ ਸਾਹਿਬ ਤੇ ਹਿੰਦ ਸਰਕਾਰ ਨੇ ਪਹਿਲਾ ਹਮਲਾਂ 4 ਜੂਨ 1984 ਨੂੰ ਕਰਕੇ ਇਹ ਸਾਫ ਆਖ ਦਿੱਤਾ ਸੀ ਕਿ ਸਿੱਖ ਜਾਂ ਤਾਂ ਗੁਲਾਮੀ ਨੂੰ ਮਨਜ਼ੂਰ ਕਰ ਲੈਣ ਜਾਂ ਫਿਰ ਉਨ੍ਹਾਂ ਦਾ ਹਸ਼ਰ ਉਹੀ ਹੋਵੇਗਾ ਜੋ ਉਨ੍ਹਾਂ ( ਸਿੱਖਾਂ ) ਦੇ ਅਕਾਲ ਤਖਤ ਸਾਹਿਬ ਦੀ ਇਮਾਰਤ ਅਤੇ ਹਰਿਮੰਦਰ ਸਾਹਿਬ ਦੇ ਬਾਕੀ ਕੰਪਲੈਕਸ ਦਾ ਕੀਤਾ ਗਿਆ ਹੈ। xyxy=(44,239,404,273)
bkf-headline-line2: ਦੀ ਜ਼ਿੰਮੇਵਾਰੀ ਲਈ xyxy=(828,347,916,363)
headline-nakli: ਨਕਲੀ ਜੁਝਾਰੂ ਕਤਲ xyxy=(453,57,557,73)
main-headline-line2: ਹੁਣ ਤਾਂ ਪੰਥ ਦਾ ਖਹਿੜਾ ਛੱਡ ਦਿਓ ! xyxy=(89,109,359,134)
headline-blast: ਸ਼ਵਾਲਾ ਭਾਈਆ 'ਚ ਧਮਾਕਾ xyxy=(427,508,583,527)
